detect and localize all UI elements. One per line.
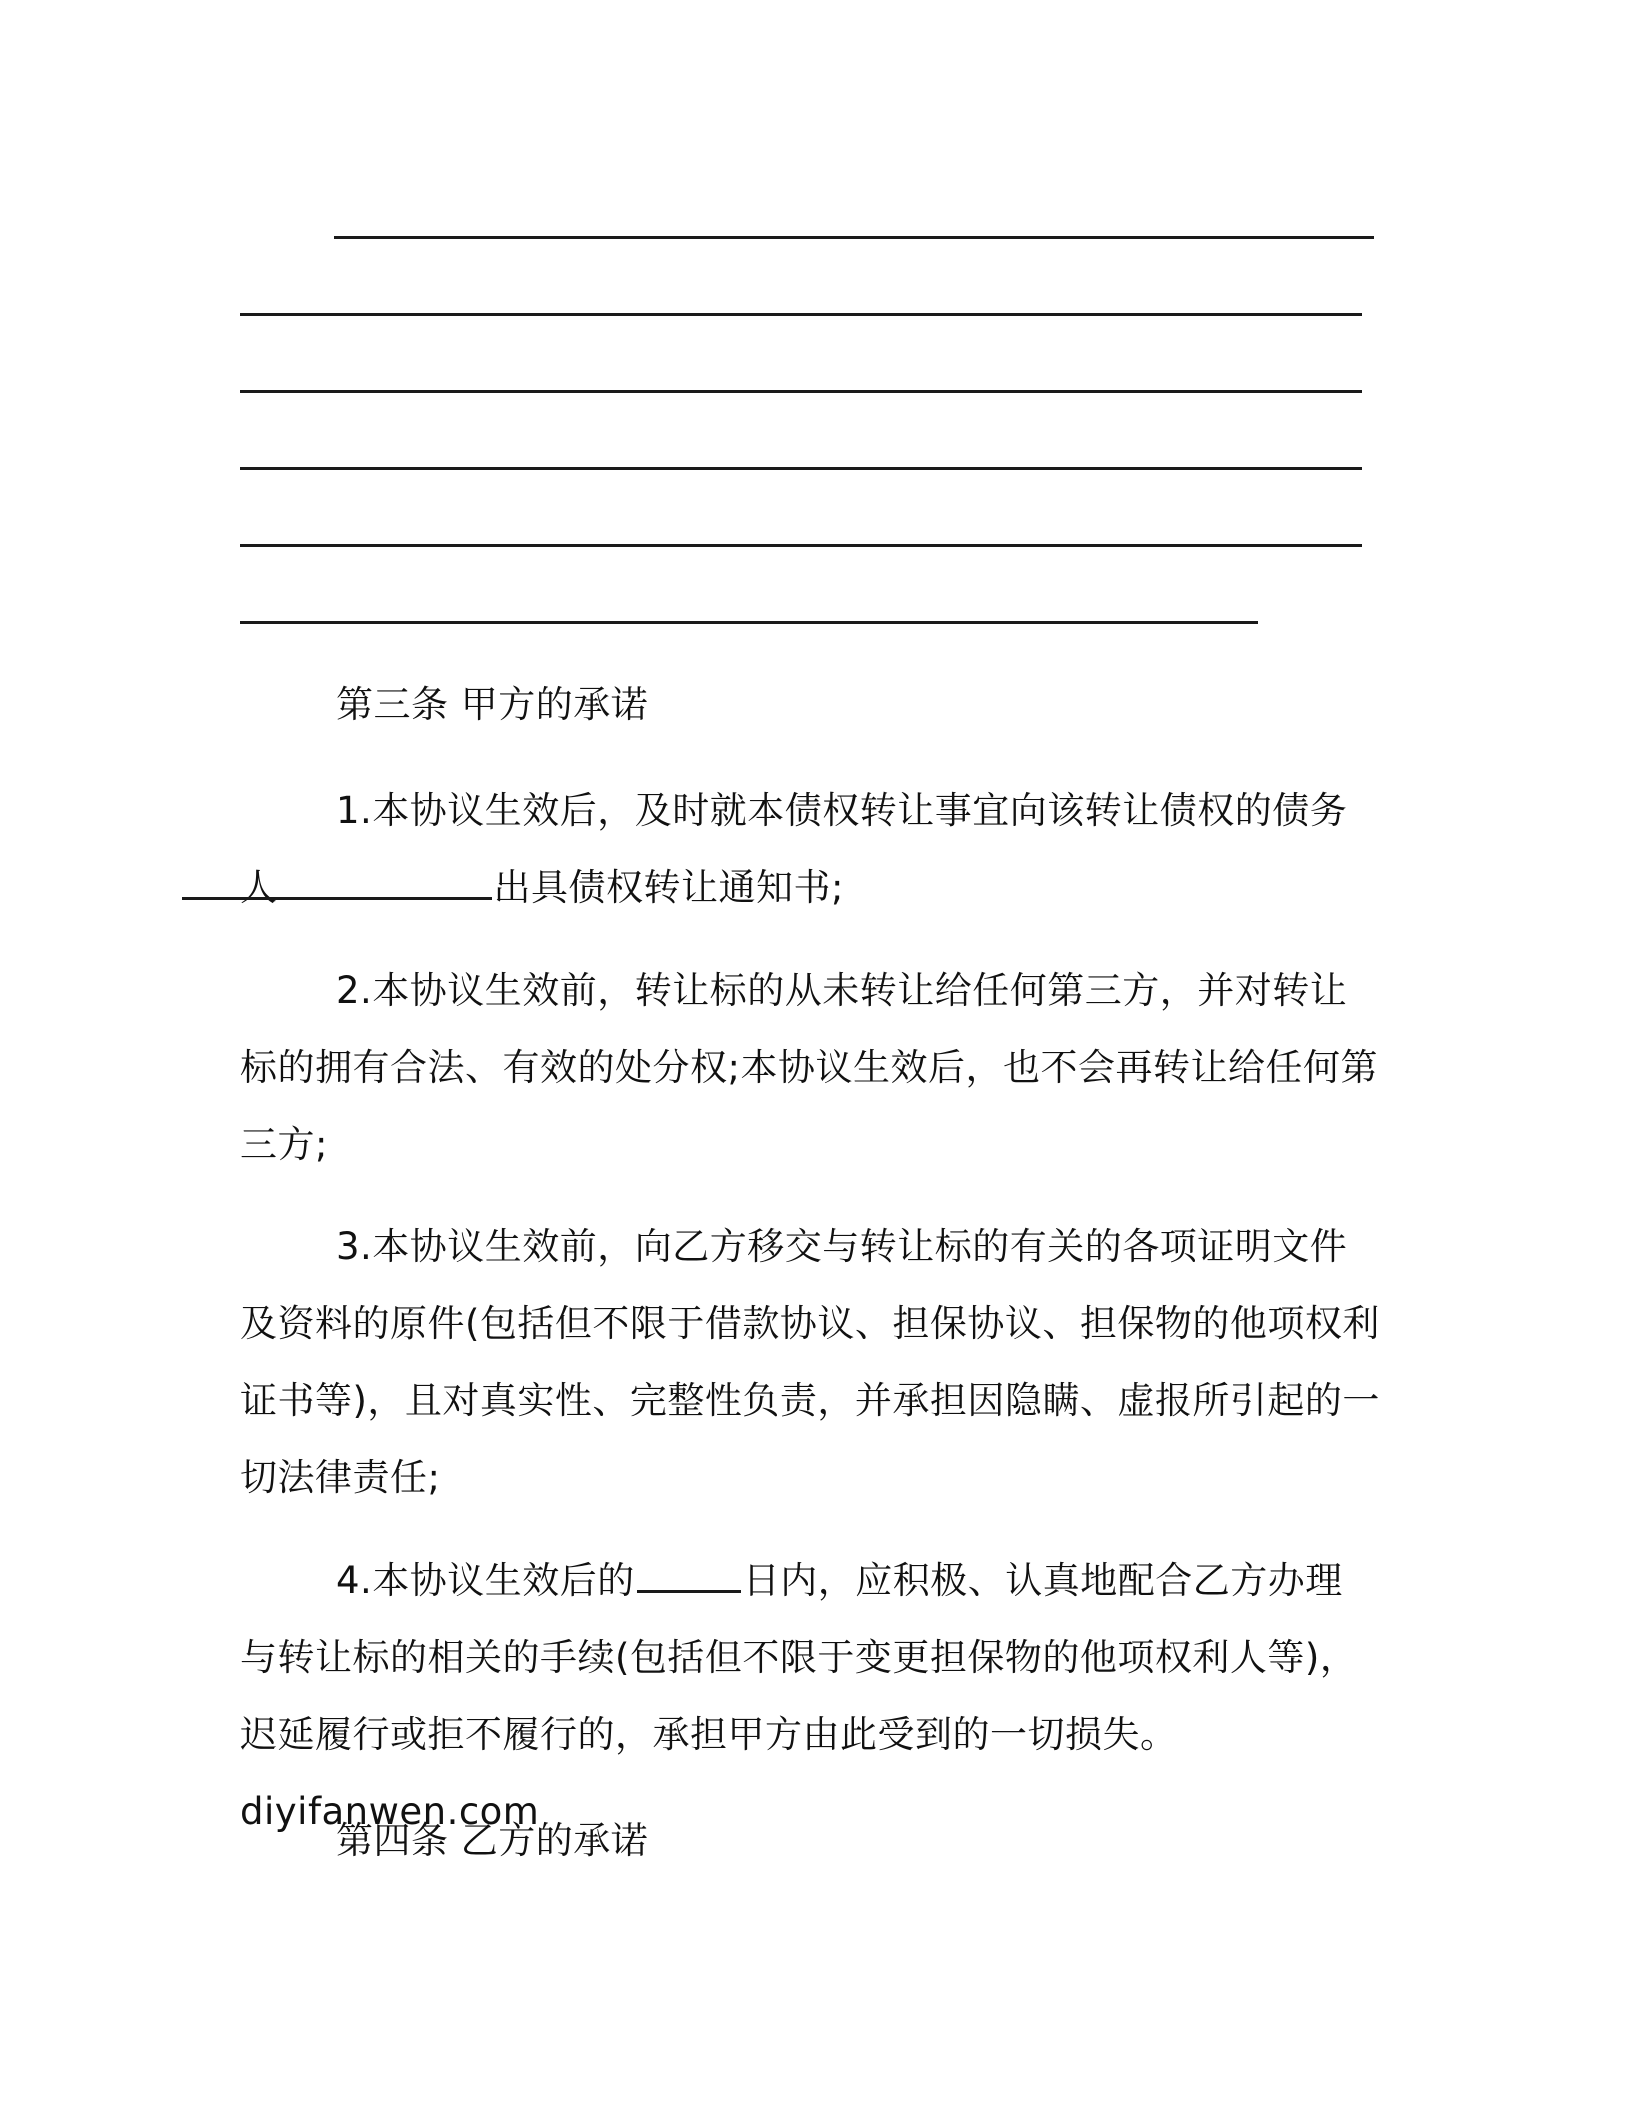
clause-1-text-before: 本协议生效后，及时就本债权转让事宜向该转让债权的债务人 bbox=[240, 789, 1348, 909]
clause-3 bbox=[240, 1208, 1380, 1516]
clause-2-number: 2. bbox=[336, 969, 373, 1012]
clause-3-number: 3. bbox=[336, 1225, 373, 1268]
clause-2-text: 本协议生效前，转让标的从未转让给任何第三方，并对转让标的拥有合法、有效的处分权;本协议生效后，也不会再转让给任何第三方; bbox=[240, 969, 1378, 1166]
days-field[interactable] bbox=[637, 1560, 741, 1593]
blank-line-4[interactable] bbox=[240, 467, 1362, 470]
section-4-title: 第四条 乙方的承诺 bbox=[336, 1819, 649, 1862]
blank-line-5[interactable] bbox=[240, 544, 1362, 547]
clause-2 bbox=[240, 952, 1380, 1183]
clause-4-number: 4. bbox=[336, 1559, 373, 1602]
clause-4-text-after: 日内，应积极、认真地配合乙方办理与转让标的相关的手续(包括但不限于变更担保物的他项权利人等)，迟延履行或拒不履行的，承担甲方由此受到的一切损失。diyifanwen.com bbox=[240, 1559, 1358, 1833]
clause-1-number: 1. bbox=[336, 789, 373, 832]
blank-line-3[interactable] bbox=[240, 390, 1362, 393]
clause-1-text-after: 出具债权转让通知书; bbox=[493, 866, 844, 909]
debtor-name-field[interactable] bbox=[182, 867, 492, 900]
clause-3-text: 本协议生效前，向乙方移交与转让标的有关的各项证明文件及资料的原件(包括但不限于借款协议、担保协议、担保物的他项权利证书等)，且对真实性、完整性负责，并承担因隐瞒、虚报所引起的一切法律责任; bbox=[240, 1225, 1380, 1499]
clause-1 bbox=[240, 772, 1380, 926]
blank-line-2[interactable] bbox=[240, 313, 1362, 316]
blank-line-1[interactable] bbox=[334, 236, 1374, 239]
section-3-title: 第三条 甲方的承诺 bbox=[336, 683, 649, 726]
clause-4-text-before: 本协议生效后的 bbox=[372, 1559, 635, 1602]
blank-line-6[interactable] bbox=[240, 621, 1258, 624]
